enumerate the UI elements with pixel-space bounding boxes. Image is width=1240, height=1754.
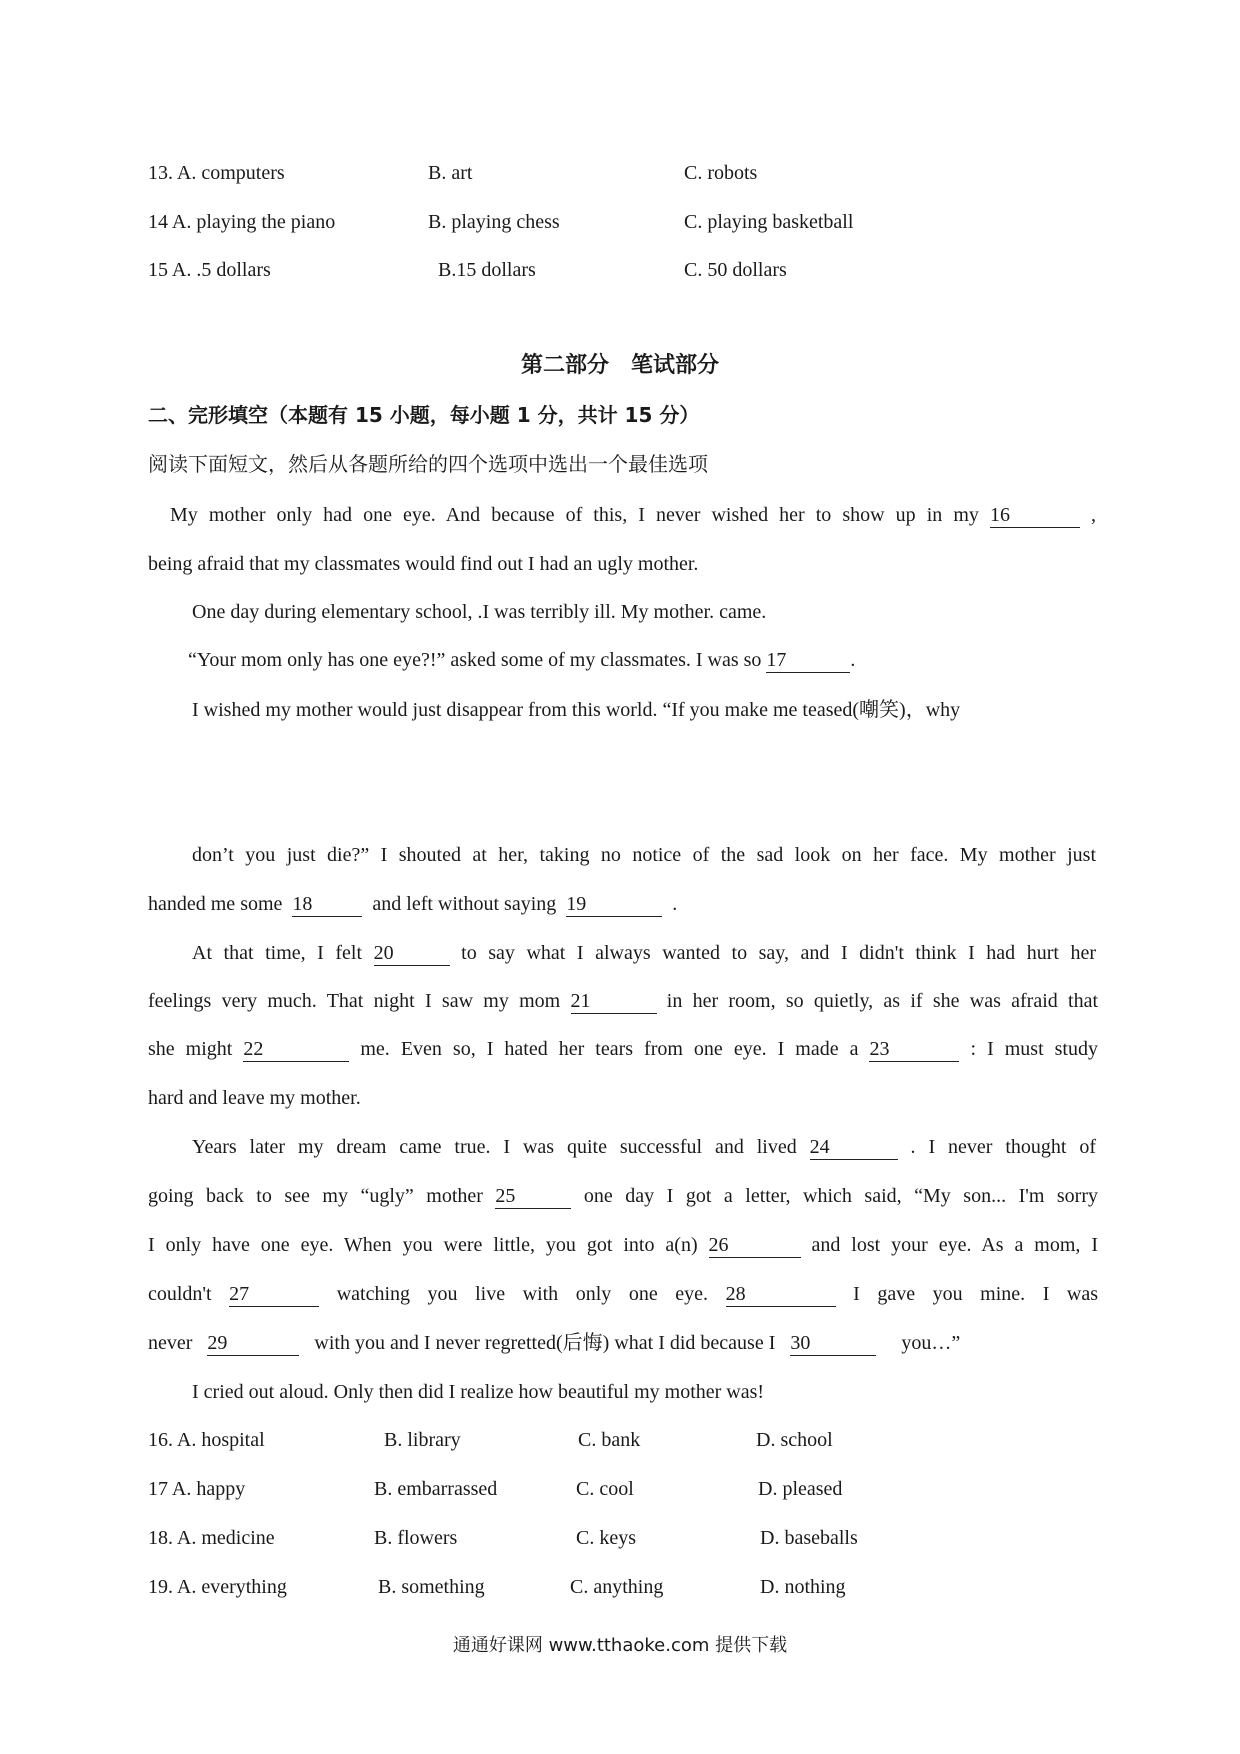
cloze-17-a: 17 A. happy	[148, 1478, 246, 1500]
passage-text: being afraid that my classmates would find out I had an ugly mother.	[148, 553, 699, 575]
passage-text: in her room, so quietly, as if she was afraid that	[666, 990, 1099, 1012]
cloze-18-a: 18. A. medicine	[148, 1527, 275, 1549]
passage-line-10	[148, 1039, 1098, 1062]
option-14-c: C. playing basketball	[684, 211, 854, 233]
cloze-18-c: C. keys	[576, 1527, 636, 1549]
cloze-16-d: D. school	[756, 1429, 833, 1451]
passage-line-7	[148, 894, 1098, 917]
passage-text: couldn't	[148, 1283, 212, 1305]
cloze-17-b: B. embarrassed	[374, 1478, 498, 1500]
passage-text: feelings very much. That night I saw my mom	[148, 990, 561, 1012]
passage-text: I cried out aloud. Only then did I realize how beautiful my mother was!	[192, 1381, 765, 1403]
passage-text: to say what I always wanted to say, and I didn't think I had hurt her	[461, 942, 1097, 964]
passage-line-15	[148, 1284, 1098, 1307]
cloze-16-a: 16. A. hospital	[148, 1429, 265, 1451]
passage-text: At that time, I felt	[192, 942, 363, 964]
passage-text: and left without saying	[372, 893, 557, 915]
blank-21[interactable]: 21	[571, 991, 657, 1014]
cloze-17-c: C. cool	[576, 1478, 634, 1500]
passage-text: “Your mom only has one eye?!” asked some of my classmates. I was so	[188, 649, 762, 671]
passage-text: and lost your eye. As a mom, I	[811, 1234, 1098, 1256]
passage-line-1	[170, 505, 1096, 528]
page-footer: 通通好课网 www.tthaoke.com 提供下载	[452, 1635, 788, 1656]
instruction: 阅读下面短文，然后从各题所给的四个选项中选出一个最佳选项	[148, 452, 708, 476]
blank-28[interactable]: 28	[726, 1284, 836, 1307]
blank-19[interactable]: 19	[566, 894, 662, 917]
blank-29[interactable]: 29	[207, 1333, 299, 1356]
cloze-19-a: 19. A. everything	[148, 1576, 287, 1598]
cloze-19-b: B. something	[378, 1576, 485, 1598]
passage-text: One day during elementary school, .I was terribly ill. My mother. came.	[192, 601, 767, 623]
blank-22[interactable]: 22	[243, 1039, 349, 1062]
passage-text: one day I got a letter, which said, “My son... I'm sorry	[583, 1185, 1099, 1207]
passage-text: watching you live with only one eye.	[336, 1283, 709, 1305]
passage-line-12	[192, 1137, 1096, 1160]
passage-text: with you and I never regretted(后悔) what I did because I	[314, 1332, 776, 1354]
blank-18[interactable]: 18	[292, 894, 362, 917]
passage-line-6	[192, 845, 1096, 865]
passage-text: going back to see my “ugly” mother	[148, 1185, 483, 1207]
blank-30[interactable]: 30	[790, 1333, 876, 1356]
passage-line-2	[148, 554, 1098, 574]
blank-17[interactable]: 17	[766, 650, 850, 673]
blank-24[interactable]: 24	[810, 1137, 898, 1160]
cloze-18-b: B. flowers	[374, 1527, 458, 1549]
option-13-a: 13. A. computers	[148, 162, 285, 184]
option-15-c: C. 50 dollars	[684, 259, 787, 281]
passage-text: hard and leave my mother.	[148, 1087, 361, 1109]
passage-text: Years later my dream came true. I was quite successful and lived	[192, 1136, 797, 1158]
option-15-b: B.15 dollars	[438, 259, 536, 281]
passage-line-8	[192, 943, 1096, 966]
cloze-19-d: D. nothing	[760, 1576, 846, 1598]
passage-line-17	[192, 1382, 1142, 1402]
passage-text: My mother only had one eye. And because of this, I never wished her to show up in my	[170, 504, 979, 526]
passage-text: handed me some	[148, 893, 283, 915]
cloze-16-c: C. bank	[578, 1429, 641, 1451]
part-title: 第二部分 笔试部分	[520, 353, 719, 378]
passage-line-11	[148, 1088, 1098, 1108]
passage-line-5	[192, 700, 1142, 720]
blank-16[interactable]: 16	[990, 505, 1080, 528]
passage-line-13	[148, 1186, 1098, 1209]
option-14-a: 14 A. playing the piano	[148, 211, 336, 233]
option-13-b: B. art	[428, 162, 473, 184]
passage-line-9	[148, 991, 1098, 1014]
option-13-c: C. robots	[684, 162, 758, 184]
passage-text: me. Even so, I hated her tears from one eye. I made a	[360, 1038, 859, 1060]
section-title: 二、完形填空（本题有 15 小题，每小题 1 分，共计 15 分）	[148, 403, 700, 427]
passage-text: .	[850, 649, 856, 671]
passage-text: . I never thought of	[910, 1136, 1097, 1158]
passage-text: never	[148, 1332, 193, 1354]
passage-line-3	[192, 602, 1142, 622]
option-15-a: 15 A. .5 dollars	[148, 259, 271, 281]
blank-27[interactable]: 27	[229, 1284, 319, 1307]
passage-text: ,	[1091, 504, 1097, 526]
passage-line-4	[188, 650, 1138, 673]
passage-line-14	[148, 1235, 1098, 1258]
passage-text: I only have one eye. When you were little, you got into a(n)	[148, 1234, 698, 1256]
option-14-b: B. playing chess	[428, 211, 560, 233]
cloze-18-d: D. baseballs	[760, 1527, 858, 1549]
passage-text: she might	[148, 1038, 233, 1060]
cloze-19-c: C. anything	[570, 1576, 664, 1598]
blank-20[interactable]: 20	[374, 943, 450, 966]
passage-text: I wished my mother would just disappear from this world. “If you make me teased(嘲笑)，why	[192, 699, 961, 721]
cloze-16-b: B. library	[384, 1429, 461, 1451]
cloze-17-d: D. pleased	[758, 1478, 843, 1500]
passage-text: .	[672, 893, 678, 915]
blank-25[interactable]: 25	[495, 1186, 571, 1209]
blank-23[interactable]: 23	[869, 1039, 959, 1062]
passage-text: you…”	[901, 1332, 961, 1354]
blank-26[interactable]: 26	[709, 1235, 801, 1258]
passage-text: : I must study	[970, 1038, 1098, 1060]
passage-text: I gave you mine. I was	[853, 1283, 1099, 1305]
passage-line-16	[148, 1333, 1098, 1356]
passage-text: don’t you just die?” I shouted at her, taking no notice of the sad look on her face. My mother just	[192, 844, 1096, 866]
